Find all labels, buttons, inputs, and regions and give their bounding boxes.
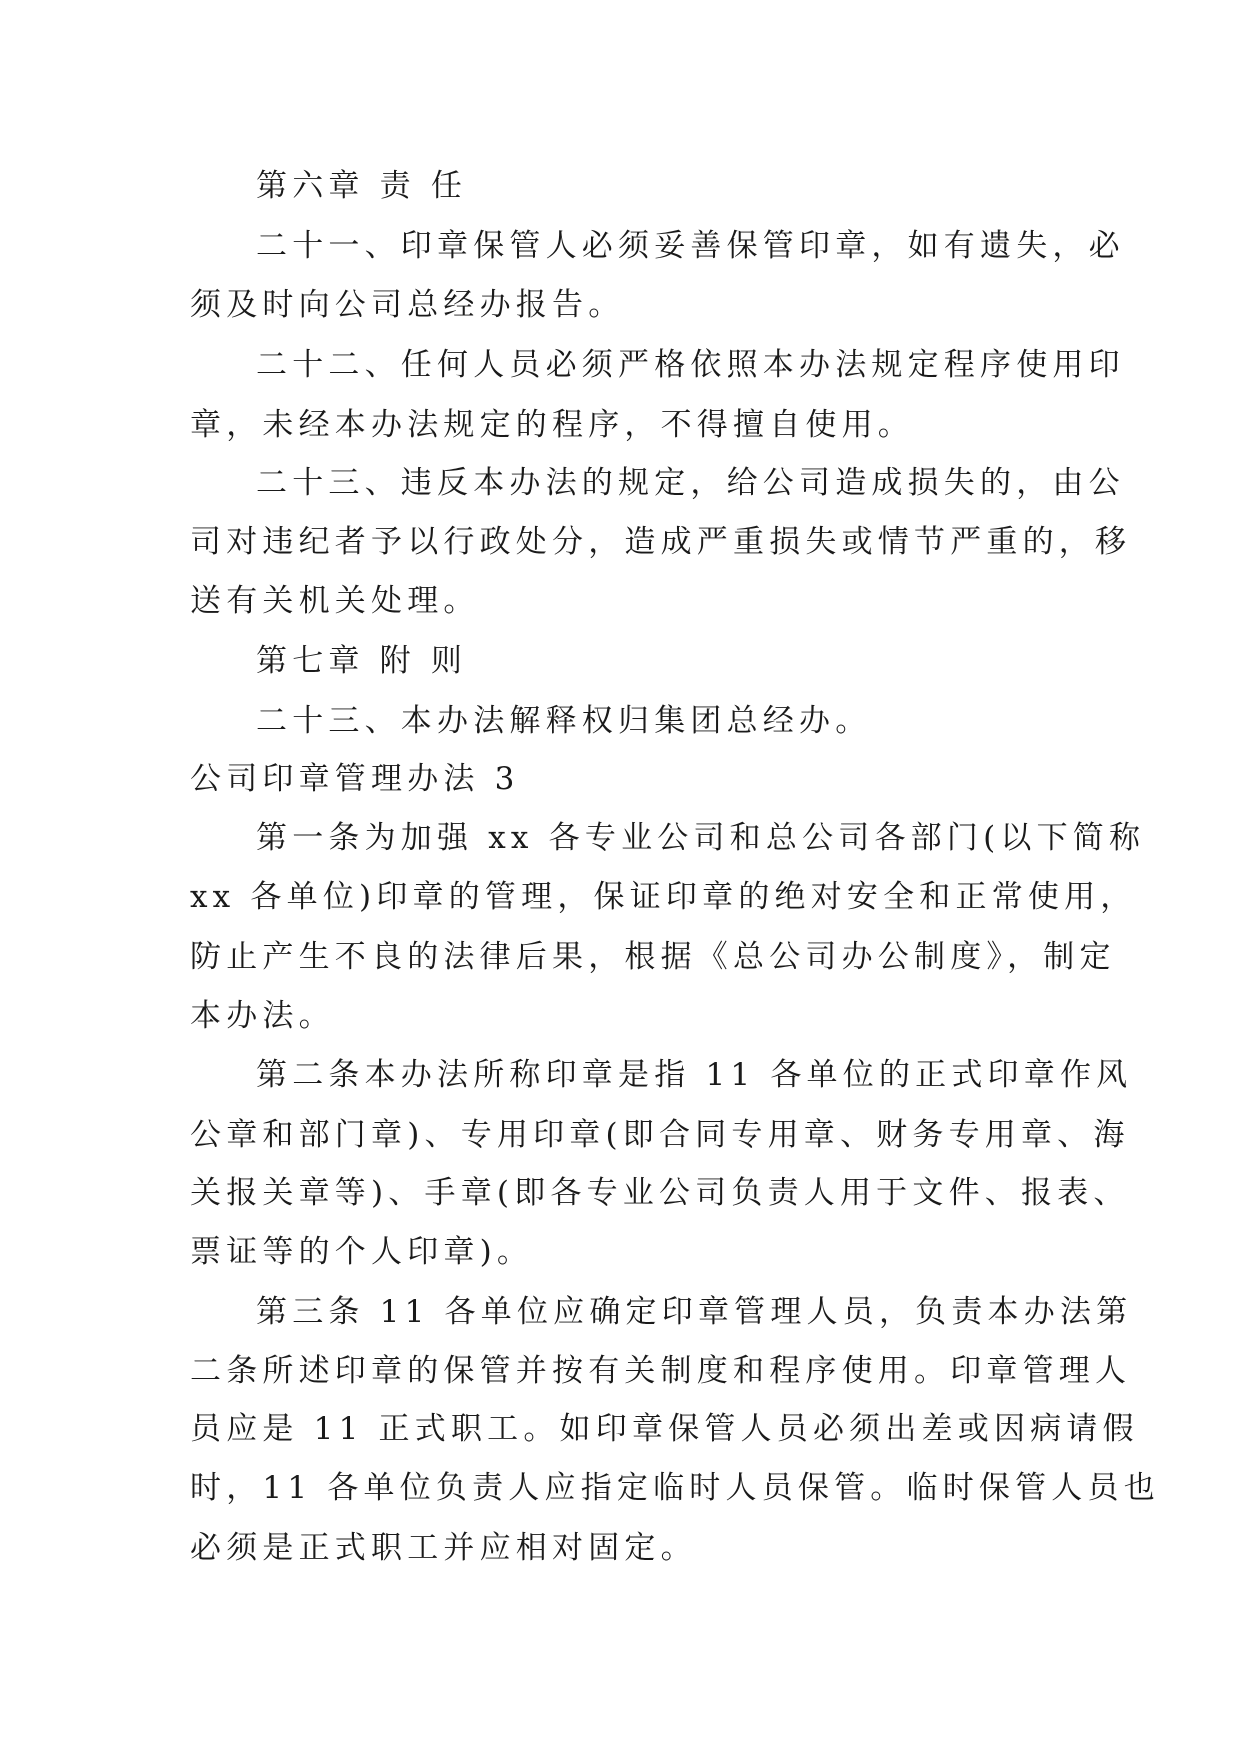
paragraph-line: 第一条为加强 xx 各专业公司和总公司各部门(以下简称 xyxy=(256,820,1146,856)
chapter-6-heading: 第六章 责 任 xyxy=(256,168,468,204)
paragraph-line: 二十二、任何人员必须严格依照本办法规定程序使用印 xyxy=(256,347,1125,383)
paragraph-line: 第三条 11 各单位应确定印章管理人员，负责本办法第 xyxy=(256,1294,1133,1330)
paragraph-line: 公章和部门章)、专用印章(即合同专用章、财务专用章、海 xyxy=(190,1117,1130,1153)
paragraph-line: 司对违纪者予以行政处分，造成严重损失或情节严重的，移 xyxy=(190,524,1132,560)
paragraph-line: 二十三、本办法解释权归集团总经办。 xyxy=(256,703,872,739)
paragraph-line: 员应是 11 正式职工。如印章保管人员必须出差或因病请假 xyxy=(190,1411,1139,1447)
section-title: 公司印章管理办法 3 xyxy=(190,761,520,797)
paragraph-line: 章，未经本办法规定的程序，不得擅自使用。 xyxy=(190,407,914,443)
paragraph-line: 时，11 各单位负责人应指定临时人员保管。临时保管人员也 xyxy=(190,1470,1160,1506)
paragraph-line: 须及时向公司总经办报告。 xyxy=(190,287,625,323)
paragraph-line: 票证等的个人印章)。 xyxy=(190,1234,534,1270)
paragraph-line: 第二条本办法所称印章是指 11 各单位的正式印章作风 xyxy=(256,1057,1133,1093)
paragraph-line: xx 各单位)印章的管理，保证印章的绝对安全和正常使用， xyxy=(190,879,1137,915)
paragraph-line: 必须是正式职工并应相对固定。 xyxy=(190,1530,697,1566)
paragraph-line: 送有关机关处理。 xyxy=(190,583,480,619)
paragraph-line: 防止产生不良的法律后果，根据《总公司办公制度》，制定 xyxy=(190,939,1116,975)
paragraph-line: 本办法。 xyxy=(190,998,335,1034)
paragraph-line: 二条所述印章的保管并按有关制度和程序使用。印章管理人 xyxy=(190,1353,1132,1389)
paragraph-line: 二十一、印章保管人必须妥善保管印章，如有遗失，必 xyxy=(256,228,1125,264)
paragraph-line: 二十三、违反本办法的规定，给公司造成损失的，由公 xyxy=(256,465,1125,501)
chapter-7-heading: 第七章 附 则 xyxy=(256,643,468,679)
paragraph-line: 关报关章等)、手章(即各专业公司负责人用于文件、报表、 xyxy=(190,1175,1130,1211)
